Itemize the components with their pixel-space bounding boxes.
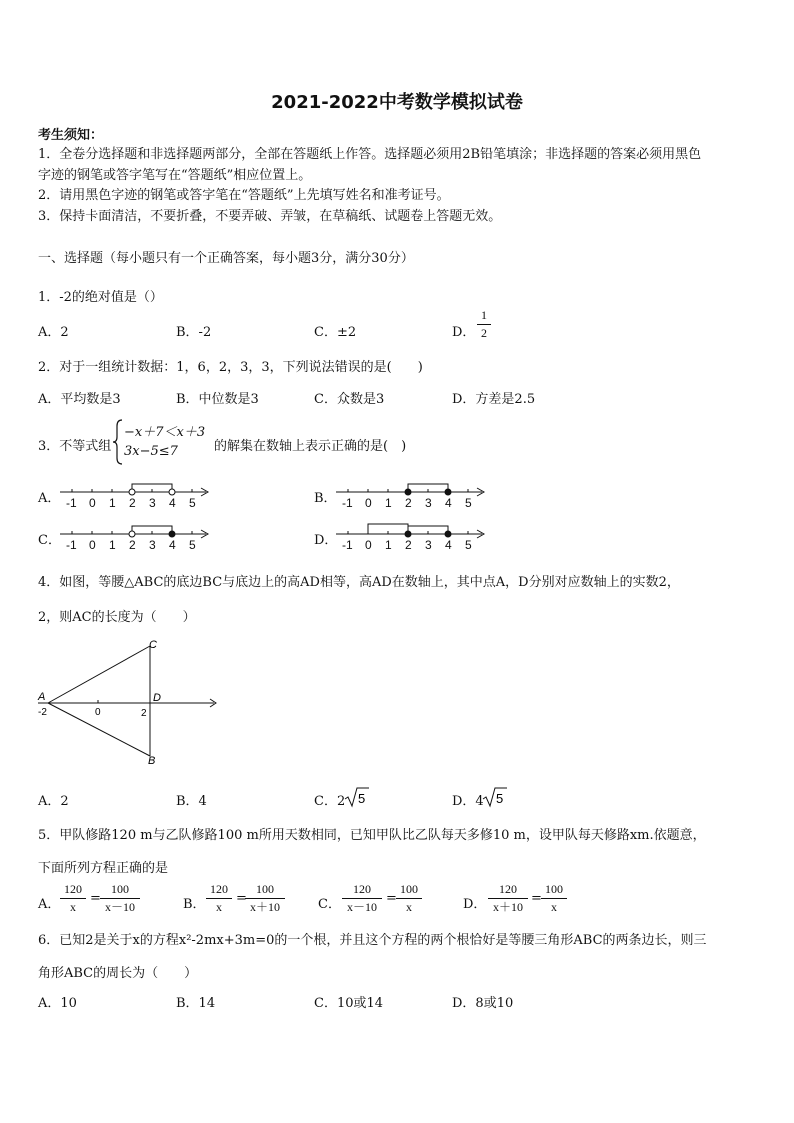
q5-b-right-fraction (245, 882, 285, 915)
denominator: x＋10 (249, 900, 280, 914)
q1-option-d-fraction (477, 308, 491, 341)
q3-stem-pre: 3．不等式组 (38, 439, 112, 454)
q3-option-c-label: C． (38, 533, 61, 548)
tick-label: 2 (405, 496, 412, 510)
q6-line-2: 角形ABC的周长为（ ） (38, 966, 198, 981)
q5-c-left-fraction (342, 882, 382, 915)
q5-option-b-label: B． (183, 897, 206, 912)
tick-label: -1 (342, 496, 353, 510)
tick-label: 4 (169, 538, 176, 552)
tick-label: 0 (89, 496, 96, 510)
q5-c-right-fraction (396, 882, 422, 915)
notice-heading: 考生须知： (38, 128, 104, 143)
equals-sign: = (386, 891, 397, 906)
number-line-c (56, 520, 216, 552)
tick-label: 2 (129, 496, 136, 510)
tick-label: 4 (445, 538, 452, 552)
q4-line-2: 2，则AC的长度为（ ） (38, 610, 196, 625)
tick-label: 2 (129, 538, 136, 552)
tick-label: 5 (465, 496, 472, 510)
equals-sign: = (531, 891, 542, 906)
tick-label: 0 (365, 538, 372, 552)
radicand: 5 (496, 791, 504, 806)
tick-label: 1 (385, 538, 392, 552)
denominator: x (551, 900, 557, 914)
tick-label: 5 (189, 496, 196, 510)
q4-option-a: A．2 (38, 794, 69, 809)
q2-option-b: B．中位数是3 (176, 392, 259, 407)
endpoint-dot (169, 531, 175, 537)
endpoint-dot (129, 489, 135, 495)
tick-label: 2 (405, 538, 412, 552)
numerator: 100 (545, 882, 563, 896)
tick-label: 3 (425, 496, 432, 510)
denominator: x (216, 900, 222, 914)
denominator: 2 (481, 326, 487, 340)
numerator: 1 (481, 308, 487, 322)
denominator: x (70, 900, 76, 914)
label-zero: 0 (95, 707, 101, 718)
tick-label: 1 (109, 538, 116, 552)
q3-option-a-label: A． (38, 491, 61, 506)
numerator: 120 (353, 882, 371, 896)
tick-label: -1 (66, 496, 77, 510)
q1-stem: 1．-2的绝对值是（） (38, 290, 163, 305)
numerator: 100 (256, 882, 274, 896)
q6-option-b: B．14 (176, 996, 216, 1011)
q5-option-d-label: D． (463, 897, 487, 912)
q5-d-right-fraction (541, 882, 567, 915)
q5-a-right-fraction (100, 882, 140, 915)
tick-label: -1 (342, 538, 353, 552)
label-b: B (148, 755, 156, 767)
endpoint-dot (445, 531, 451, 537)
q5-d-left-fraction (488, 882, 528, 915)
notice-line-2: 字迹的钢笔或答字笔写在“答题纸”相应位置上。 (38, 168, 312, 183)
endpoint-dot (405, 489, 411, 495)
notice-line-3: 2．请用黑色字迹的钢笔或答字笔在“答题纸”上先填写姓名和准考证号。 (38, 188, 450, 203)
q6-option-d: D．8或10 (452, 996, 514, 1011)
label-c: C (149, 639, 157, 651)
endpoint-dot (445, 489, 451, 495)
q5-b-left-fraction (206, 882, 232, 915)
q5-option-a-label: A． (38, 897, 61, 912)
tick-label: 3 (149, 496, 156, 510)
numerator: 100 (111, 882, 129, 896)
q5-line-1: 5．甲队修路120 m与乙队修路100 m所用天数相同，已知甲队比乙队每天多修10 m，设甲队每天修路xm.依题意， (38, 828, 706, 843)
notice-line-1: 1．全卷分选择题和非选择题两部分，全部在答题纸上作答。选择题必须用2B铅笔填涂；非选择题的答案必须用黑色 (38, 147, 702, 162)
numerator: 120 (499, 882, 517, 896)
sqrt-icon (482, 786, 508, 808)
q2-option-a: A．平均数是3 (38, 392, 121, 407)
numerator: 120 (210, 882, 228, 896)
q5-a-left-fraction (60, 882, 86, 915)
q5-line-2: 下面所列方程正确的是 (38, 861, 169, 876)
label-a: A (38, 691, 46, 703)
q6-option-a: A．10 (38, 996, 77, 1011)
q6-line-1: 6．已知2是关于x的方程x²-2mx+3m=0的一个根，并且这个方程的两个根恰好是等腰三角形ABC的两条边长，则三 (38, 933, 707, 948)
tick-label: 4 (445, 496, 452, 510)
q4-option-c-label: C．2 (314, 794, 346, 809)
q2-option-d: D．方差是2.5 (452, 392, 536, 407)
endpoint-dot (169, 489, 175, 495)
brace-icon (112, 418, 124, 466)
denominator: x－10 (346, 900, 377, 914)
triangle-figure (34, 638, 224, 768)
tick-label: 5 (465, 538, 472, 552)
page-title: 2021-2022中考数学模拟试卷 (271, 92, 523, 113)
label-two: 2 (141, 708, 147, 719)
tick-label: 0 (365, 496, 372, 510)
q4-option-b: B．4 (176, 794, 207, 809)
label-d: D (153, 692, 161, 704)
q3-inequality-2: 3x−5≤7 (124, 444, 178, 459)
tick-label: 0 (89, 538, 96, 552)
number-line-a (56, 478, 216, 510)
q1-option-a: A．2 (38, 325, 69, 340)
section-heading: 一、选择题（每小题只有一个正确答案，每小题3分，满分30分） (38, 251, 414, 266)
side-ac (48, 646, 150, 703)
number-line-b (332, 478, 492, 510)
tick-label: 3 (149, 538, 156, 552)
q5-option-c-label: C． (318, 897, 341, 912)
number-line-d (332, 520, 492, 552)
q4-line-1: 4．如图，等腰△ABC的底边BC与底边上的高AD相等，高AD在数轴上，其中点A，D分别对应数轴上的实数2， (38, 575, 680, 590)
endpoint-dot (405, 531, 411, 537)
denominator: x－10 (104, 900, 135, 914)
q2-option-c: C．众数是3 (314, 392, 385, 407)
tick-label: 4 (169, 496, 176, 510)
q4-option-d-label: D．4 (452, 794, 484, 809)
tick-label: -1 (66, 538, 77, 552)
numerator: 100 (400, 882, 418, 896)
q3-inequality-1: −x＋7＜x＋3 (124, 425, 206, 440)
tick-label: 3 (425, 538, 432, 552)
numerator: 120 (64, 882, 82, 896)
tick-label: 1 (109, 496, 116, 510)
tick-label: 1 (385, 496, 392, 510)
denominator: x＋10 (492, 900, 523, 914)
q6-option-c: C．10或14 (314, 996, 384, 1011)
denominator: x (406, 900, 412, 914)
equals-sign: = (236, 891, 247, 906)
tick-label: 5 (189, 538, 196, 552)
q2-stem: 2．对于一组统计数据：1，6，2，3，3，下列说法错误的是( ) (38, 360, 423, 375)
radicand: 5 (358, 791, 366, 806)
q1-option-d-label: D． (452, 325, 476, 340)
q3-stem-post: 的解集在数轴上表示正确的是( ) (214, 439, 407, 454)
label-minus-two: -2 (38, 707, 47, 718)
q1-option-b: B．-2 (176, 325, 212, 340)
q3-option-b-label: B． (314, 491, 337, 506)
q3-option-d-label: D． (314, 533, 338, 548)
sqrt-icon (344, 786, 370, 808)
q1-option-c: C．±2 (314, 325, 357, 340)
equals-sign: = (90, 891, 101, 906)
endpoint-dot (129, 531, 135, 537)
notice-line-4: 3．保持卡面清洁，不要折叠，不要弄破、弄皱，在草稿纸、试题卷上答题无效。 (38, 209, 502, 224)
